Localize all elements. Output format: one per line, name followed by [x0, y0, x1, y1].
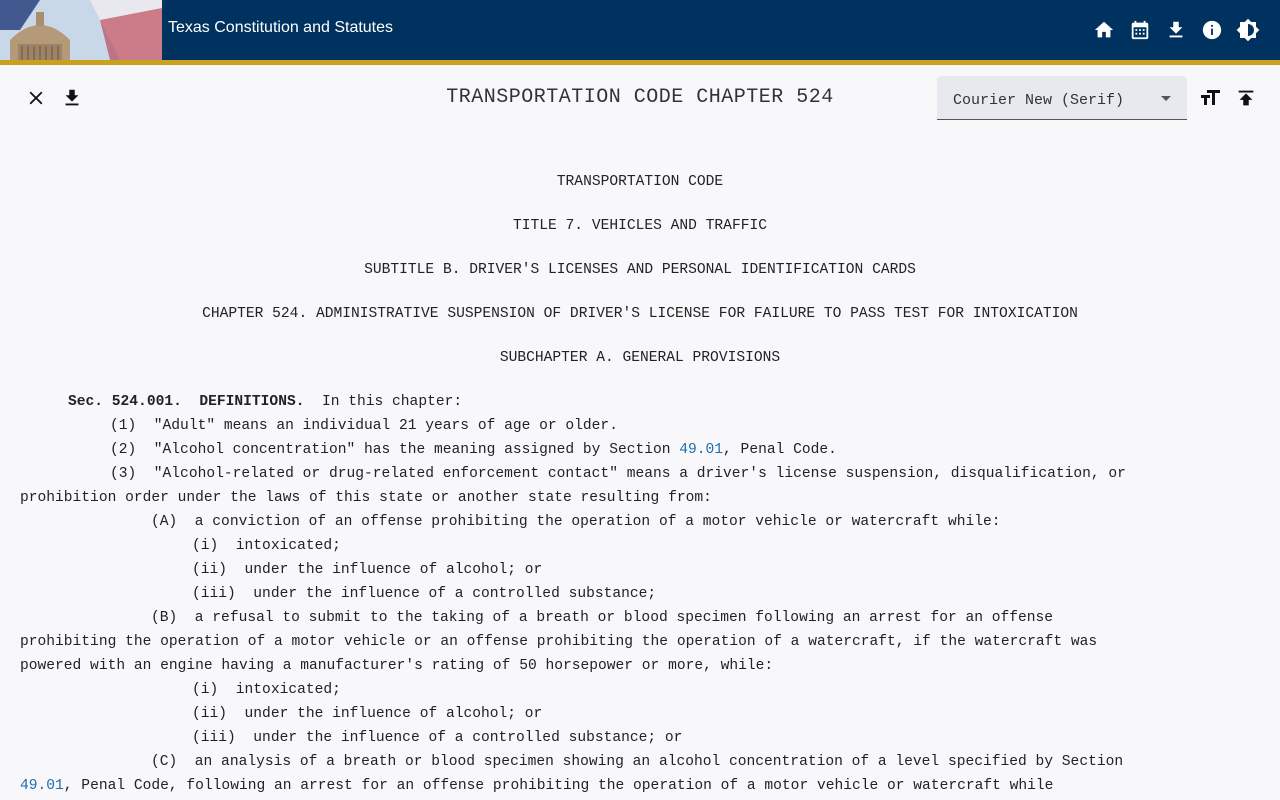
heading-subtitle: SUBTITLE B. DRIVER'S LICENSES AND PERSONAL IDENTIFICATION CARDS [364, 262, 916, 278]
subitem-a-iii: (iii) under the influence of a controlled substance; [192, 586, 657, 602]
definition-1: (1) "Adult" means an individual 21 years of age or older. [110, 418, 618, 434]
subitem-b-ii: (ii) under the influence of alcohol; or [192, 706, 543, 722]
section-link[interactable]: 49.01 [20, 778, 64, 794]
section-link[interactable]: 49.01 [679, 442, 724, 458]
definition-3: (3) "Alcohol-related or drug-related enforcement contact" means a driver's license suspension, disqualification, or [110, 466, 1126, 482]
download-icon[interactable] [1164, 18, 1188, 42]
subitem-a-ii: (ii) under the influence of alcohol; or [192, 562, 543, 578]
heading-chapter: CHAPTER 524. ADMINISTRATIVE SUSPENSION OF DRIVER'S LICENSE FOR FAILURE TO PASS TEST FOR INTOXICATION [202, 306, 1078, 322]
heading-subchapter: SUBCHAPTER A. GENERAL PROVISIONS [499, 350, 781, 366]
font-family-select[interactable] [937, 76, 1187, 120]
subitem-b-iii: (iii) under the influence of a controlled substance; or [192, 730, 683, 746]
heading-title: TITLE 7. VEHICLES AND TRAFFIC [513, 218, 767, 234]
subitem-c-cont [20, 774, 1260, 798]
heading-code: TRANSPORTATION CODE [556, 174, 724, 190]
subitem-a-i: (i) intoxicated; [192, 538, 341, 554]
subitem-b-cont-1: prohibiting the operation of a motor vehicle or an offense prohibiting the operation of a watercraft, if the watercraft was [20, 634, 1098, 650]
definition-2 [20, 438, 1260, 462]
home-icon[interactable] [1092, 18, 1116, 42]
texas-capitol-logo[interactable] [0, 0, 162, 60]
font-select-value: Courier New (Serif) [953, 92, 1125, 109]
section-intro: In this chapter: [304, 394, 463, 410]
text-size-icon[interactable] [1198, 86, 1222, 110]
info-icon[interactable] [1200, 18, 1224, 42]
document-toolbar [0, 65, 1280, 128]
calendar-icon[interactable] [1128, 18, 1152, 42]
statute-content [20, 170, 1260, 798]
subitem-c-cont-text: , Penal Code, following an arrest for an offense prohibiting the operation of a motor vehicle or watercraft while [63, 778, 1054, 794]
toolbar-right-actions [1198, 86, 1258, 110]
subitem-b-i: (i) intoxicated; [192, 682, 341, 698]
subitem-c: (C) an analysis of a breath or blood specimen showing an alcohol concentration of a level specified by Section [151, 754, 1124, 770]
scroll-top-icon[interactable] [1234, 86, 1258, 110]
subitem-b-cont-2: powered with an engine having a manufacturer's rating of 50 horsepower or more, while: [20, 658, 774, 674]
definition-2-tail: , Penal Code. [723, 442, 837, 458]
app-bar [0, 0, 1280, 60]
section-number: Sec. 524.001. [68, 394, 182, 410]
subitem-b: (B) a refusal to submit to the taking of a breath or blood specimen following an arrest for an offense [151, 610, 1054, 626]
app-title: Texas Constitution and Statutes [168, 19, 394, 36]
brightness-icon[interactable] [1236, 18, 1260, 42]
definition-2-text: (2) "Alcohol concentration" has the meaning assigned by Section [110, 442, 680, 458]
section-title: DEFINITIONS. [199, 394, 305, 410]
app-bar-actions [1092, 18, 1260, 42]
document-title: TRANSPORTATION CODE CHAPTER 524 [446, 86, 834, 109]
chevron-down-icon [1161, 96, 1171, 101]
subitem-a: (A) a conviction of an offense prohibiting the operation of a motor vehicle or watercraft while: [151, 514, 1001, 530]
definition-3-cont: prohibition order under the laws of this state or another state resulting from: [20, 490, 712, 506]
section-heading-line [20, 390, 1260, 414]
